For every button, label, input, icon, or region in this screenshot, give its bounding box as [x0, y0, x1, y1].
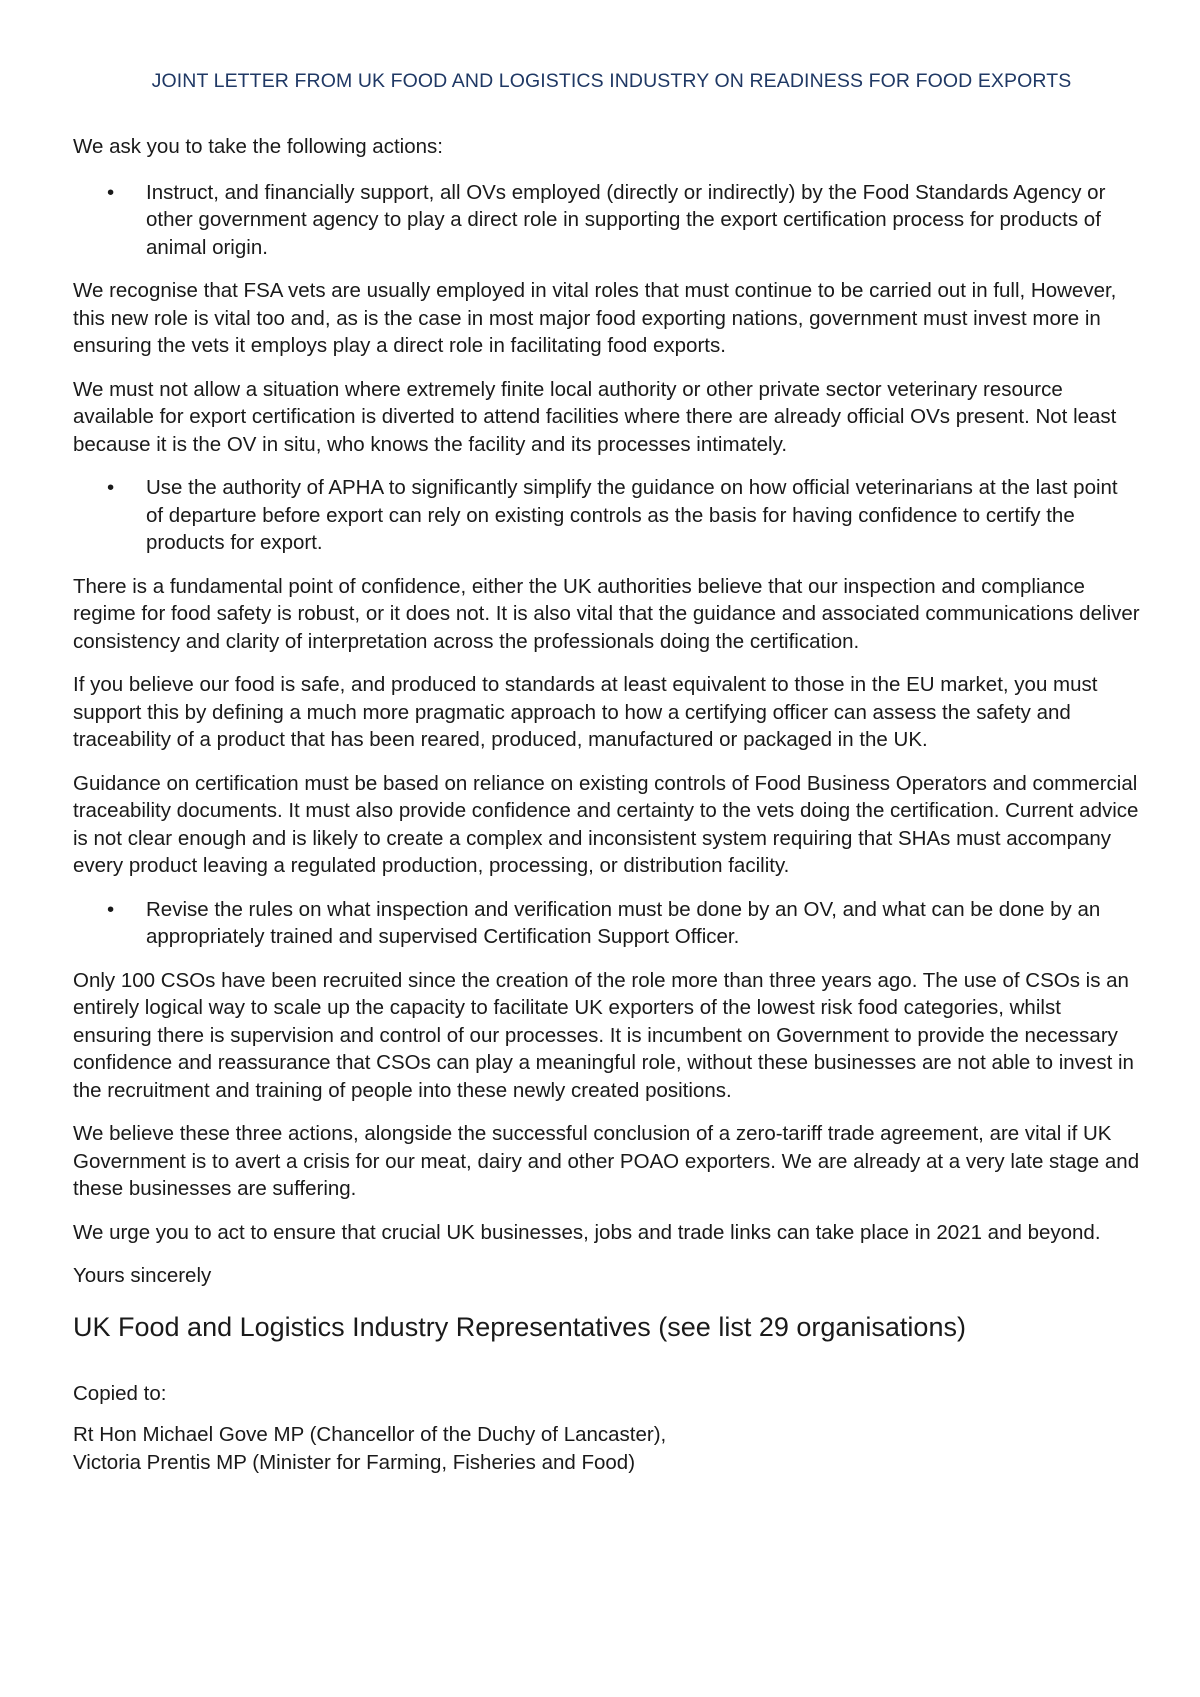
- bullet-icon: •: [107, 180, 115, 204]
- letter-header: JOINT LETTER FROM UK FOOD AND LOGISTICS INDUSTRY ON READINESS FOR FOOD EXPORTS: [151, 70, 1072, 92]
- action-bullet-2: [73, 474, 1140, 557]
- action-bullet-2-text: Use the authority of APHA to significantly simplify the guidance on how official veterinarians at the last point of departure before export can rely on existing controls as the basis for having confidence to certify the products for export.: [146, 476, 1118, 554]
- action-bullet-1: [73, 179, 1140, 262]
- action-bullet-1-text: Instruct, and financially support, all OVs employed (directly or indirectly) by the Food Standards Agency or other government agency to play a direct role in supporting the export certification process for products of animal origin.: [146, 180, 1106, 259]
- paragraph-food-safe: If you believe our food is safe, and produced to standards at least equivalent to those in the EU market, you must support this by defining a much more pragmatic approach to how a certifying officer can assess the safety and traceability of a product that has been reared, produced, manufactured or packaged in the UK.: [73, 673, 1098, 751]
- signature: UK Food and Logistics Industry Representatives (see list 29 organisations): [73, 1311, 966, 1342]
- copied-to-label: Copied to:: [73, 1381, 167, 1405]
- paragraph-three-actions: We believe these three actions, alongside the successful conclusion of a zero-tariff trade agreement, are vital if UK Government is to avert a crisis for our meat, dairy and other POAO exporters. We are already at a very late stage and these businesses are suffering.: [73, 1122, 1140, 1200]
- paragraph-urge: We urge you to act to ensure that crucial UK businesses, jobs and trade links can take place in 2021 and beyond.: [73, 1220, 1101, 1244]
- paragraph-fsa-vets: We recognise that FSA vets are usually employed in vital roles that must continue to be carried out in full, However, this new role is vital too and, as is the case in most major food exporting nations, government must invest more in ensuring the vets it employs play a direct role in facilitating food exports.: [73, 279, 1117, 357]
- action-list-1: [73, 179, 1140, 262]
- copied-to-recipient-1: Rt Hon Michael Gove MP (Chancellor of the Duchy of Lancaster),: [73, 1423, 667, 1446]
- paragraph-csos: Only 100 CSOs have been recruited since the creation of the role more than three years ago. The use of CSOs is an entirely logical way to scale up the capacity to facilitate UK exporters of the lowest risk food categories, whilst ensuring there is supervision and control of our processes. It is incumbent on Government to provide the necessary confidence and reassurance that CSOs can play a meaningful role, without these businesses are not able to invest in the recruitment and training of people into these newly created positions.: [73, 968, 1134, 1102]
- action-list-3: [73, 896, 1140, 951]
- action-list-2: [73, 474, 1140, 557]
- action-bullet-3: [73, 896, 1140, 951]
- letter-body: [73, 133, 1140, 1476]
- paragraph-finite-resource: We must not allow a situation where extremely finite local authority or other private sector veterinary resource available for export certification is diverted to attend facilities where there are already official OVs present. Not least because it is the OV in situ, who knows the facility and its processes intimately.: [73, 377, 1117, 456]
- paragraph-confidence: There is a fundamental point of confidence, either the UK authorities believe that our inspection and compliance regime for food safety is robust, or it does not. It is also vital that the guidance and associated communications deliver consistency and clarity of interpretation across the professionals doing the certification.: [73, 574, 1140, 653]
- bullet-icon: •: [107, 897, 115, 921]
- bullet-icon: •: [107, 476, 115, 499]
- intro-paragraph: We ask you to take the following actions:: [73, 135, 443, 158]
- action-bullet-3-text: Revise the rules on what inspection and verification must be done by an OV, and what can be done by an appropriately trained and supervised Certification Support Officer.: [146, 897, 1101, 948]
- paragraph-guidance: Guidance on certification must be based on reliance on existing controls of Food Business Operators and commercial traceability documents. It must also provide confidence and certainty to the vets doing the certification. Current advice is not clear enough and is likely to create a complex and inconsistent system requiring that SHAs must accompany every product leaving a regulated production, processing, or distribution facility.: [73, 771, 1139, 877]
- copied-to-recipient-2: Victoria Prentis MP (Minister for Farming, Fisheries and Food): [73, 1450, 636, 1474]
- closing: Yours sincerely: [73, 1264, 212, 1287]
